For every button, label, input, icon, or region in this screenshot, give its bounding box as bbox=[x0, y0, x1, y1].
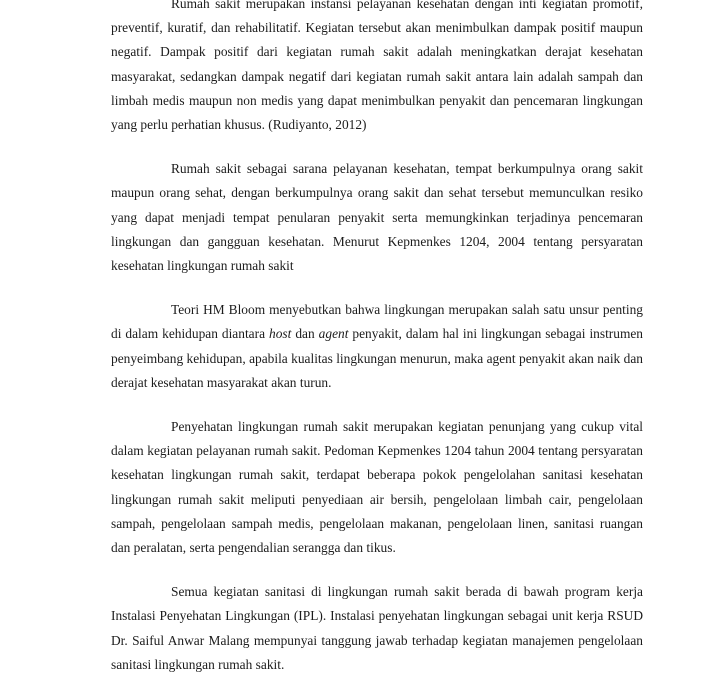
paragraph-sarana-pelayanan: Rumah sakit sebagai sarana pelayanan kesehatan, tempat berkumpulnya orang sakit maupun orang sehat, dengan berkumpulnya orang sakit dan sehat tersebut memunculkan resiko yang dapat menjadi tempat penularan penyakit serta memungkinkan terjadinya pencemaran lingkungan dan gangguan kesehatan. Menurut Kepmenkes 1204, 2004 tentang persyaratan kesehatan lingkungan rumah sakit bbox=[111, 161, 643, 274]
paragraph-teori-bloom bbox=[111, 298, 643, 395]
paragraph-text: penyakit, dalam hal ini lingkungan sebagai instrumen penyeimbang kehidupan, apabila kualitas lingkungan menurun, maka agent penyakit akan naik dan derajat kesehatan masyarakat akan turun. bbox=[111, 326, 643, 390]
term-agent: agent bbox=[318, 326, 349, 342]
paragraph-penyehatan-lingkungan: Penyehatan lingkungan rumah sakit merupakan kegiatan penunjang yang cukup vital dalam kegiatan pelayanan rumah sakit. Pedoman Kepmenkes 1204 tahun 2004 tentang persyaratan kesehatan lingkungan rumah sakit, terdapat beberapa pokok pengelolahan sanitasi kesehatan lingkungan rumah sakit meliputi penyediaan air bersih, pengelolaan limbah cair, pengelolaan sampah, pengelolaan sampah medis, pengelolaan makanan, pengelolaan linen, sanitasi ruangan dan peralatan, serta pengendalian serangga dan tikus. bbox=[111, 419, 643, 556]
paragraph-text: dan bbox=[291, 326, 319, 342]
paragraph-rumah-sakit-instansi: Rumah sakit merupakan instansi pelayanan kesehatan dengan inti kegiatan promotif, preventif, kuratif, dan rehabilitatif. Kegiatan tersebut akan menimbulkan dampak positif maupun negatif. Dampak positif dari kegiatan rumah sakit adalah meningkatkan derajat kesehatan masyarakat, sedangkan dampak negatif dari kegiatan rumah sakit antara lain adalah sampah dan limbah medis maupun non medis yang dapat menimbulkan penyakit dan pencemaran lingkungan yang perlu perhatian khusus. (Rudiyanto, 2012) bbox=[111, 0, 643, 133]
paragraph-text: Teori HM Bloom menyebutkan bahwa lingkungan merupakan salah satu unsur penting di dalam kehidupan diantara bbox=[111, 302, 643, 342]
term-host: host bbox=[269, 326, 292, 342]
paragraph-kegiatan-sanitasi: Semua kegiatan sanitasi di lingkungan rumah sakit berada di bawah program kerja Instalasi Penyehatan Lingkungan (IPL). Instalasi penyehatan lingkungan sebagai unit kerja RSUD Dr. Saiful Anwar Malang mempunyai tanggung jawab terhadap kegiatan manajemen pengelolaan sanitasi lingkungan rumah sakit. bbox=[111, 584, 643, 672]
document-body bbox=[111, 0, 643, 677]
